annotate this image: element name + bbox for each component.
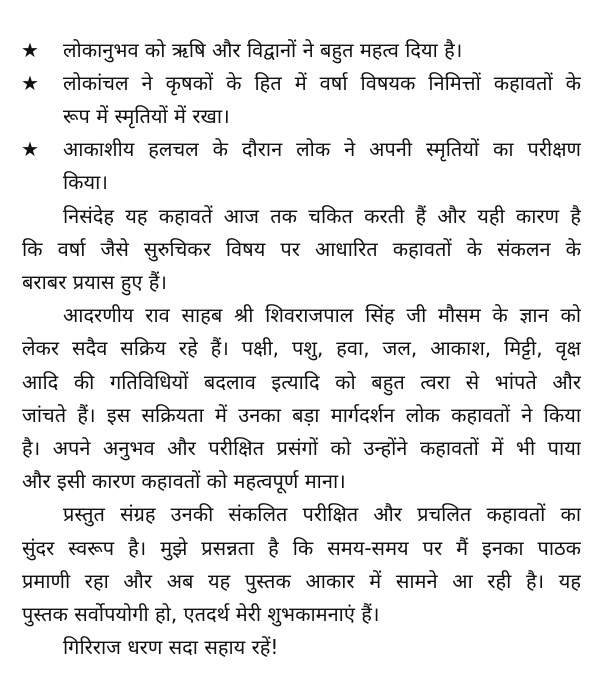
- text-line: किया।: [63, 170, 108, 195]
- text-line: आदरणीय राव साहब श्री शिवराजपाल सिंह जी मौसम के ज्ञान को: [63, 303, 581, 328]
- text-line: गिरिराज धरण सदा सहाय रहें!: [63, 635, 279, 660]
- star-icon: ★: [21, 37, 39, 62]
- text-line: और इसी कारण कहावतों को महत्वपूर्ण माना।: [22, 469, 346, 494]
- bullet-text-line: आकाशीय हलचल के दौरान लोक ने अपनी स्मृतियों का परीक्षण: [63, 137, 581, 162]
- text-line: बराबर प्रयास हुए हैं।: [22, 269, 168, 294]
- text-line: पुस्तक सर्वोपयोगी हो, एतदर्थ मेरी शुभकामनाएं हैं।: [22, 601, 380, 626]
- text-line: जांचते हैं। इस सक्रियता में उनका बड़ा मार्गदर्शन लोक कहावतों ने किया: [22, 402, 581, 427]
- text-line: लेकर सदैव सक्रिय रहे हैं। पक्षी, पशु, हवा, जल, आकाश, मिट्टी, वृक्ष: [22, 336, 581, 361]
- text-line: प्रमाणी रहा और अब यह पुस्तक आकार में सामने आ रही है। यह: [22, 568, 581, 593]
- text-line: निसंदेह यह कहावतें आज तक चकित करती हैं और यही कारण है: [63, 203, 581, 228]
- star-icon: ★: [21, 137, 39, 162]
- text-line: प्रस्तुत संग्रह उनकी संकलित परीक्षित और प्रचलित कहावतों का: [63, 502, 581, 527]
- bullet-text-line: लोकांचल ने कृषकों के हित में वर्षा विषयक निमित्तों कहावतों के: [63, 70, 581, 95]
- star-icon: ★: [21, 70, 39, 95]
- bullet-text-line: लोकानुभव को ऋषि और विद्वानों ने बहुत महत्व दिया है।: [63, 37, 463, 62]
- text-line: आदि की गतिविधियों बदलाव इत्यादि को बहुत त्वरा से भांपते और: [22, 369, 581, 394]
- text-line: रूप में स्मृतियों में रखा।: [63, 103, 230, 128]
- text-line: कि वर्षा जैसे सुरुचिकर विषय पर आधारित कहावतों के संकलन के: [22, 236, 581, 261]
- text-line: सुंदर स्वरूप है। मुझे प्रसन्नता है कि समय-समय पर मैं इनका पाठक: [22, 535, 581, 560]
- text-line: है। अपने अनुभव और परीक्षित प्रसंगों को उन्होंने कहावतों में भी पाया: [22, 435, 581, 460]
